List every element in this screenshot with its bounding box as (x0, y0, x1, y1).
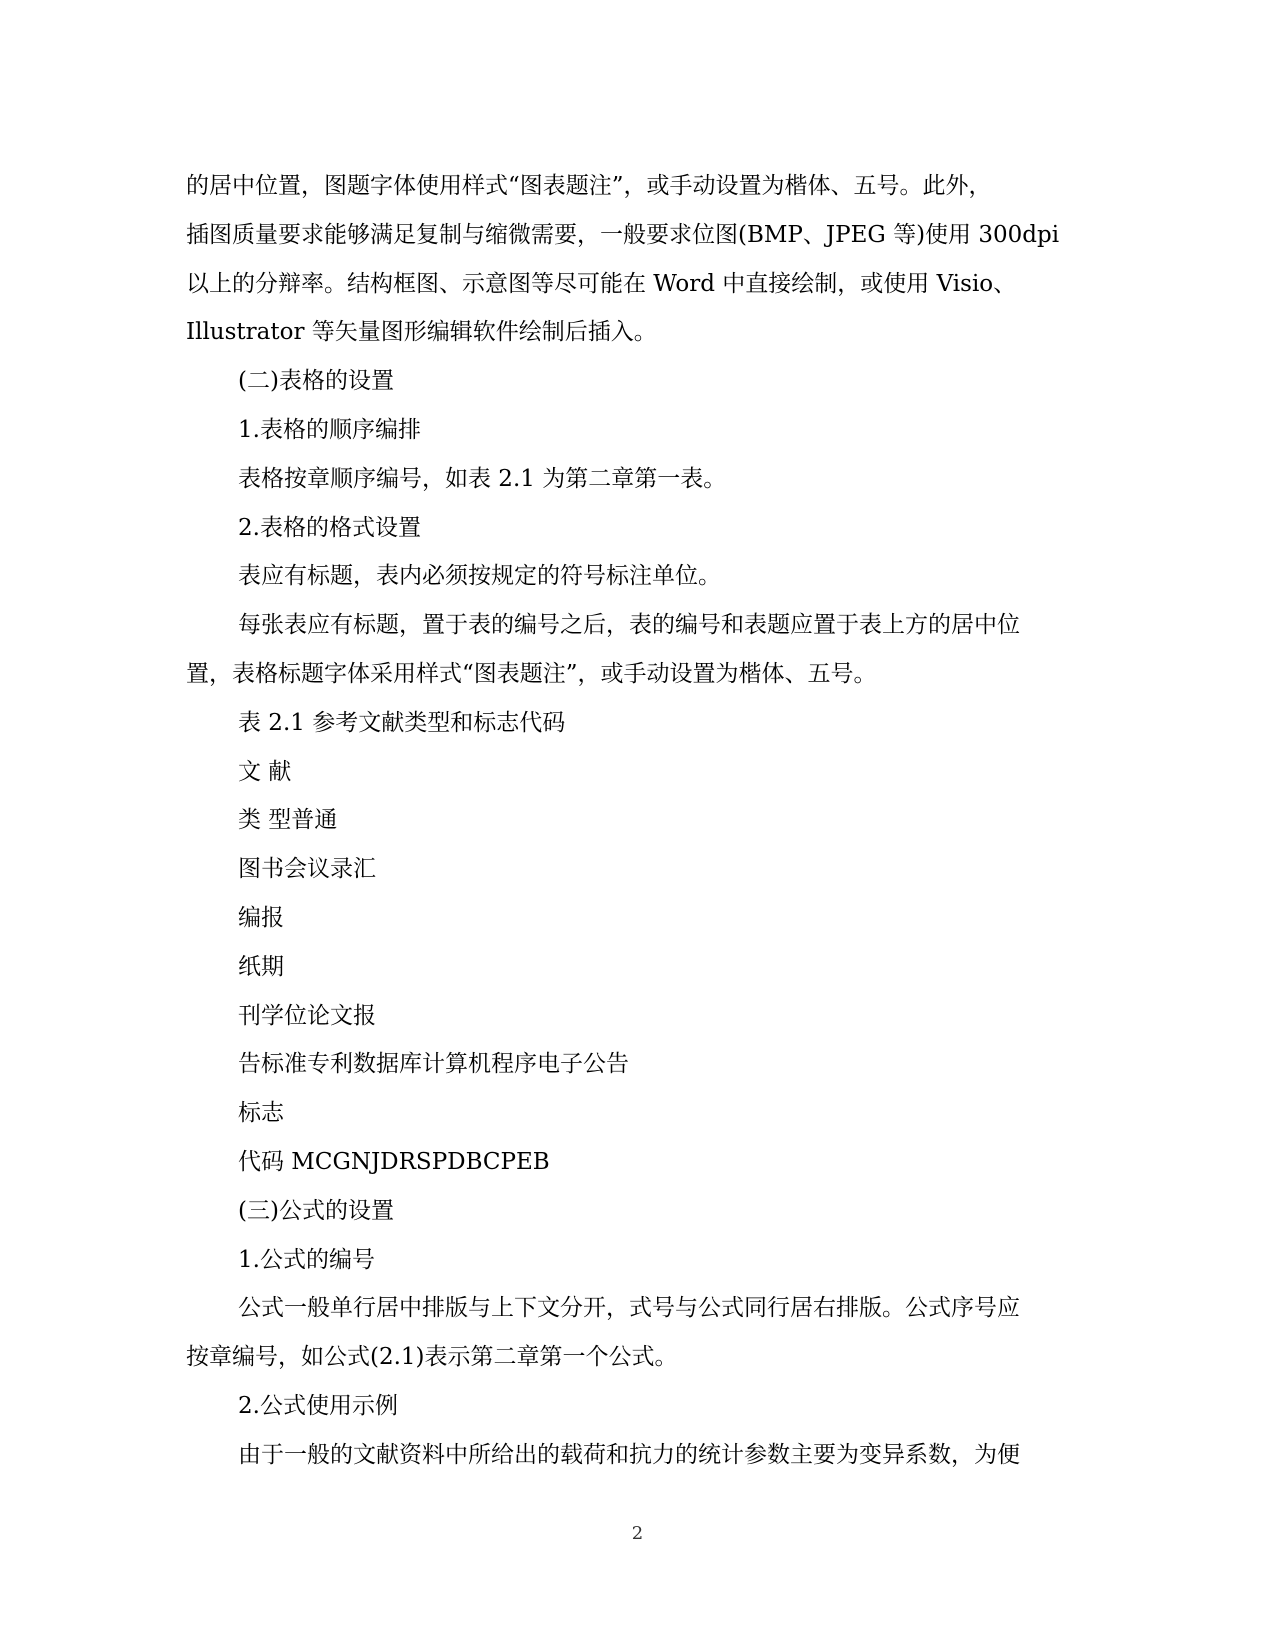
table-caption: 表 2.1 参考文献类型和标志代码 (238, 709, 566, 736)
subheading-table-order: 1.表格的顺序编排 (238, 416, 421, 443)
page-number: 2 (631, 1523, 644, 1544)
subheading-table-format: 2.表格的格式设置 (238, 514, 421, 541)
paragraph-line-formula-example-number: 按章编号，如公式(2.1)表示第二章第一个公式。 (186, 1344, 678, 1371)
paragraph-line-formula-layout: 公式一般单行居中排版与上下文分开，式号与公式同行居右排版。公式序号应 (238, 1295, 1020, 1322)
table-text-line: 标志 (238, 1100, 284, 1127)
subheading-formula-example: 2.公式使用示例 (238, 1392, 398, 1419)
section-heading-table-settings: (二)表格的设置 (238, 368, 394, 395)
table-text-line: 代码 MCGNJDRSPDBCPEB (238, 1148, 550, 1175)
table-text-line: 文 献 (238, 758, 292, 785)
subheading-formula-numbering: 1.公式的编号 (238, 1246, 375, 1273)
table-text-line: 编报 (238, 904, 284, 931)
table-text-line: 刊学位论文报 (238, 1002, 376, 1029)
paragraph-line-table-numbering: 表格按章顺序编号，如表 2.1 为第二章第一表。 (238, 465, 727, 492)
table-text-line: 图书会议录汇 (238, 856, 376, 883)
table-text-line: 告标准专利数据库计算机程序电子公告 (238, 1051, 629, 1078)
table-text-line: 纸期 (238, 953, 284, 980)
body-text (186, 162, 1092, 1480)
paragraph-line-image-quality: 插图质量要求能够满足复制与缩微需要，一般要求位图(BMP、JPEG 等)使用 300dpi (186, 221, 1060, 248)
table-text-line: 类 型普通 (238, 807, 338, 834)
paragraph-line-table-units: 表应有标题，表内必须按规定的符号标注单位。 (238, 563, 721, 590)
paragraph-line-figure-caption-style: 的居中位置，图题字体使用样式“图表题注”，或手动设置为楷体、五号。此外， (186, 173, 992, 199)
paragraph-line-statistics: 由于一般的文献资料中所给出的载荷和抗力的统计参数主要为变异系数，为便 (238, 1441, 1020, 1468)
paragraph-line-table-title: 每张表应有标题，置于表的编号之后，表的编号和表题应置于表上方的居中位 (238, 612, 1020, 639)
paragraph-line-table-title-font: 置，表格标题字体采用样式“图表题注”，或手动设置为楷体、五号。 (186, 660, 877, 687)
paragraph-line-illustrator: Illustrator 等矢量图形编辑软件绘制后插入。 (186, 319, 657, 346)
section-heading-formula-settings: (三)公式的设置 (238, 1197, 394, 1224)
paragraph-line-resolution: 以上的分辩率。结构框图、示意图等尽可能在 Word 中直接绘制，或使用 Visio、 (186, 270, 1017, 297)
